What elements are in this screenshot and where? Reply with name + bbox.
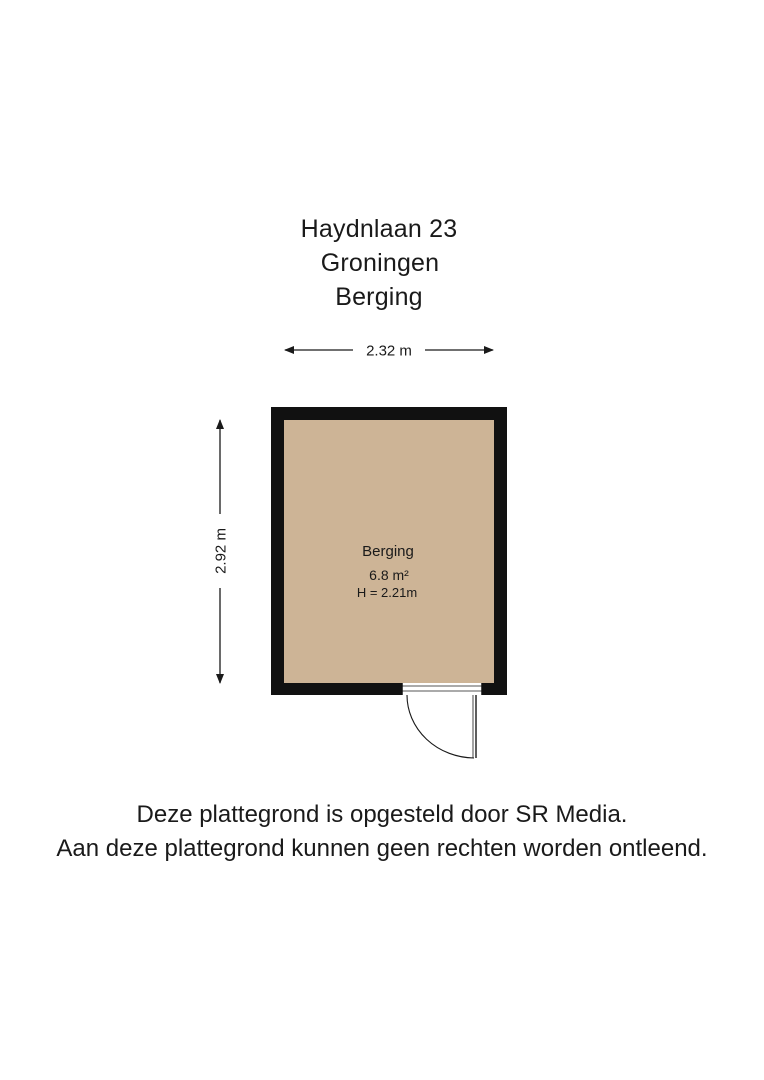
disclaimer-line-1: Deze plattegrond is opgesteld door SR Media.	[136, 801, 628, 828]
city-title: Groningen	[320, 249, 440, 277]
disclaimer-line-2: Aan deze plattegrond kunnen geen rechten worden ontleend.	[56, 835, 708, 862]
disclaimer-block	[0, 798, 764, 866]
width-dimension-label: 2.32 m	[366, 342, 412, 360]
room-name-label: Berging	[362, 543, 414, 560]
room-area-label: 6.8 m²	[369, 567, 409, 583]
floor-title: Berging	[335, 283, 423, 311]
door-icon	[407, 695, 476, 758]
room-height-label: H = 2.21m	[356, 585, 418, 600]
door-opening	[402, 683, 482, 695]
height-dimension	[213, 420, 230, 683]
address-title: Haydnlaan 23	[300, 215, 458, 243]
door-swing-arc	[407, 695, 474, 758]
height-dimension-label: 2.92 m	[212, 528, 230, 574]
width-dimension	[285, 343, 493, 360]
